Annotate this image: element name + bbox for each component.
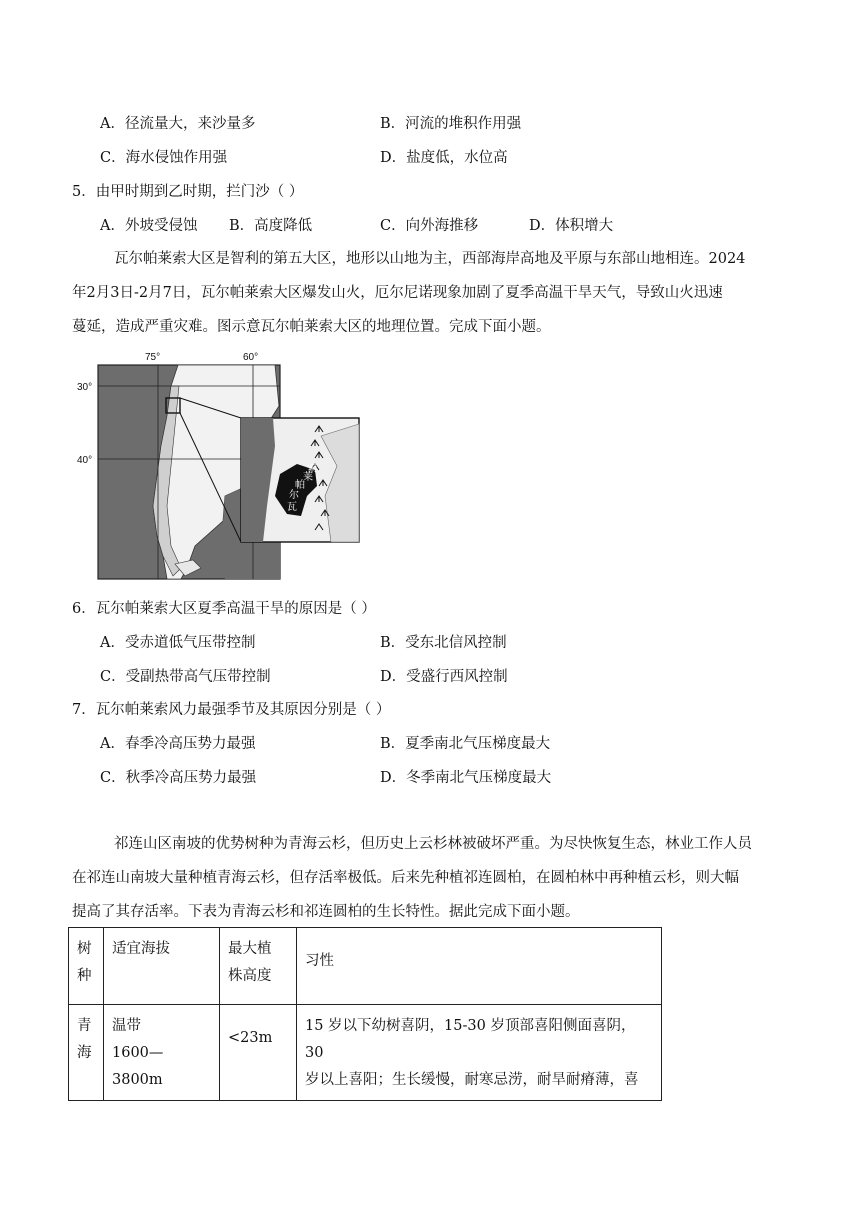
q4-option-c: C．海水侵蚀作用强 xyxy=(100,150,228,166)
q5-stem: 5．由甲时期到乙时期，拦门沙（ ） xyxy=(72,184,304,200)
lon-label-60: 60° xyxy=(243,352,259,363)
q5-option-b: B．高度降低 xyxy=(229,218,313,234)
q6-option-b: B．受东北信风控制 xyxy=(380,635,507,651)
q4-option-a: A．径流量大，来沙量多 xyxy=(100,116,256,132)
q7-stem: 7．瓦尔帕莱索风力最强季节及其原因分别是（ ） xyxy=(72,702,391,718)
table-row xyxy=(69,1005,662,1101)
row1-species: 青 海 xyxy=(69,1005,104,1101)
tree-traits-table xyxy=(68,927,662,1101)
q6-option-d: D．受盛行西风控制 xyxy=(380,669,508,685)
q6-stem: 6．瓦尔帕莱索大区夏季高温干旱的原因是（ ） xyxy=(72,601,376,617)
header-altitude: 适宜海拔 xyxy=(104,928,220,1005)
passage1-line2: 年2月3日-2月7日，瓦尔帕莱索大区爆发山火，厄尔尼诺现象加剧了夏季高温干旱天气，导致山火迅速 xyxy=(72,285,723,301)
region-label-5: 索 xyxy=(307,464,317,475)
q7-option-b: B．夏季南北气压梯度最大 xyxy=(380,736,551,752)
region-label-3: 帕 xyxy=(295,480,305,491)
q5-option-d: D．体积增大 xyxy=(529,218,614,234)
lat-label-30: 30° xyxy=(77,382,93,393)
q5-option-a: A．外坡受侵蚀 xyxy=(100,218,198,234)
row1-altitude: 温带 1600—3800m xyxy=(104,1005,220,1101)
q4-option-d: D．盐度低，水位高 xyxy=(380,150,508,166)
q7-option-c: C．秋季冷高压势力最强 xyxy=(100,770,257,786)
region-label-1: 瓦 xyxy=(287,502,297,513)
passage1-line3: 蔓延，造成严重灾难。图示意瓦尔帕莱索大区的地理位置。完成下面小题。 xyxy=(72,319,551,335)
lon-label-75: 75° xyxy=(145,352,161,363)
region-label-4: 莱 xyxy=(303,472,313,483)
row1-habit: 15 岁以下幼树喜阴，15-30 岁顶部喜阳侧面喜阴，30 岁以上喜阳；生长缓慢，耐寒忌涝，耐旱耐瘠薄，喜 xyxy=(297,1005,662,1101)
passage2-line3: 提高了其存活率。下表为青海云杉和祁连圆柏的生长特性。据此完成下面小题。 xyxy=(72,904,580,920)
q7-option-d: D．冬季南北气压梯度最大 xyxy=(380,770,552,786)
header-habit: 习性 xyxy=(297,928,662,1005)
q6-option-c: C．受副热带高气压带控制 xyxy=(100,669,271,685)
region-label-2: 尔 xyxy=(289,490,299,501)
q5-option-c: C．向外海推移 xyxy=(380,218,479,234)
header-height: 最大植 株高度 xyxy=(220,928,297,1005)
passage2-line2: 在祁连山南坡大量种植青海云杉，但存活率极低。后来先种植祁连圆柏，在圆柏林中再种植云杉，则大幅 xyxy=(72,870,739,886)
passage2-line1: 祁连山区南坡的优势树种为青海云杉，但历史上云杉林被破坏严重。为尽快恢复生态，林业工作人员 xyxy=(114,836,752,852)
q7-option-a: A．春季冷高压势力最强 xyxy=(100,736,256,752)
header-species: 树 种 xyxy=(69,928,104,1005)
passage1-line1: 瓦尔帕莱索大区是智利的第五大区，地形以山地为主，西部海岸高地及平原与东部山地相连。2024 xyxy=(114,251,746,267)
q4-option-b: B．河流的堆积作用强 xyxy=(380,116,522,132)
row1-height: <23m xyxy=(220,1005,297,1101)
lat-label-40: 40° xyxy=(77,455,93,466)
valparaiso-location-map xyxy=(75,346,365,582)
q6-option-a: A．受赤道低气压带控制 xyxy=(100,635,256,651)
table-header-row xyxy=(69,928,662,1005)
